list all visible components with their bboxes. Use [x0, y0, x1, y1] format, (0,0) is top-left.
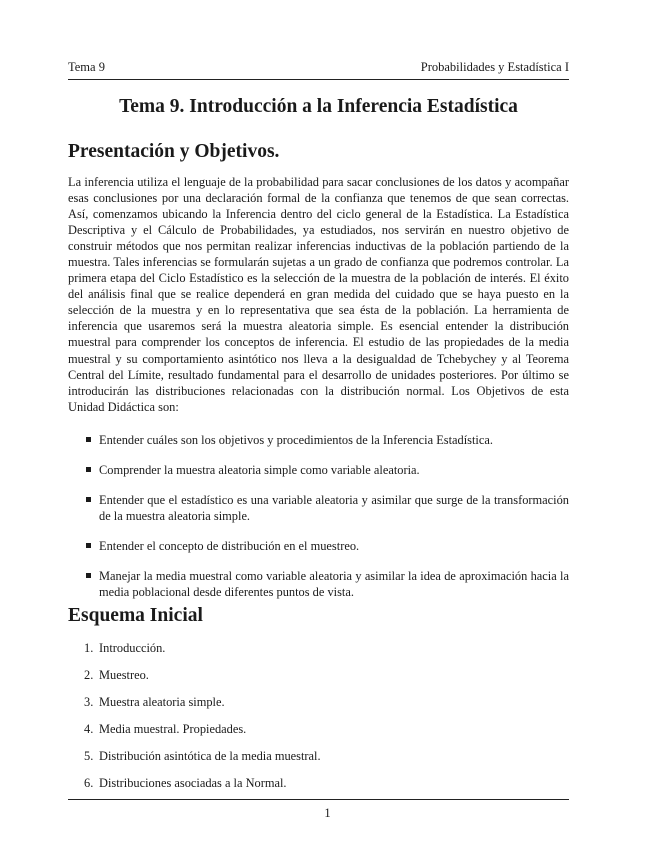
running-header [68, 60, 569, 75]
objective-item [86, 568, 569, 600]
schema-item [84, 694, 321, 710]
bullet-icon [86, 467, 91, 472]
objective-text: Manejar la media muestral como variable aleatoria y asimilar la idea de aproximación hacia la media poblacional desde diferentes puntos de vista. [99, 569, 569, 599]
schema-item-number: 3. [84, 695, 94, 709]
objective-item [86, 538, 569, 554]
bullet-icon [86, 573, 91, 578]
objectives-list [86, 432, 569, 614]
schema-item-text: Introducción. [99, 641, 166, 655]
bullet-icon [86, 543, 91, 548]
page-number: 1 [324, 806, 331, 820]
schema-item-text: Muestreo. [99, 668, 149, 682]
schema-list [84, 640, 321, 802]
bullet-icon [86, 497, 91, 502]
schema-item-text: Distribuciones asociadas a la Normal. [99, 776, 287, 790]
schema-item-text: Muestra aleatoria simple. [99, 695, 225, 709]
schema-item-number: 1. [84, 641, 94, 655]
section-title-schema: Esquema Inicial [68, 605, 203, 626]
objective-item [86, 462, 569, 478]
section-title-objectives: Presentación y Objetivos. [68, 141, 280, 162]
schema-item [84, 640, 321, 656]
header-rule [68, 79, 569, 80]
objective-text: Entender que el estadístico es una variable aleatoria y asimilar que surge de la transformación de la muestra aleatoria simple. [99, 493, 569, 523]
objective-item [86, 492, 569, 524]
objective-text: Entender el concepto de distribución en el muestreo. [99, 539, 360, 553]
schema-item [84, 748, 321, 764]
schema-item [84, 667, 321, 683]
schema-item-number: 4. [84, 722, 94, 736]
header-chapter: Tema 9 [68, 60, 105, 74]
intro-paragraph: La inferencia utiliza el lenguaje de la probabilidad para sacar conclusiones de los datos y acompañar esas conclusiones por una declaración formal de la confianza que tenemos de que sean correctas. Así, comenzamos ubicando la Inferencia dentro del ciclo general de la Estadística. La Estadística Descriptiva y el Cálculo de Probabilidades, ya estudiados, nos servirán en nuestro objetivo de construir métodos que nos permitan realizar inferencias inductivas de la población partiendo de la muestra. Tales inferencias se formularán sujetas a un grado de confianza que podremos controlar. La primera etapa del Ciclo Estadístico es la selección de la muestra de la población de interés. El éxito del análisis final que se realice dependerá en gran medida del cuidado que se haya puesto en la selección de la muestra y en lo representativa que sea ésta de la población. La herramienta de inferencia que usaremos será la muestra aleatoria simple. Es esencial entender la distribución muestral para comprender los conceptos de inferencia. El estudio de las propiedades de la media muestral y su comportamiento asintótico nos lleva a la desigualdad de Tchebychey y al Teorema Central del Límite, resultado fundamental para el desarrollo de unidades posteriores. Por último se introducirán las distribuciones relacionadas con la distribución normal. Los Objetivos de esta Unidad Didáctica son: [68, 175, 569, 414]
schema-item-text: Media muestral. Propiedades. [99, 722, 247, 736]
objective-text: Entender cuáles son los objetivos y procedimientos de la Inferencia Estadística. [99, 433, 493, 447]
bullet-icon [86, 437, 91, 442]
schema-item [84, 721, 321, 737]
schema-item-number: 2. [84, 668, 94, 682]
header-course: Probabilidades y Estadística I [420, 60, 569, 74]
footer-rule [68, 799, 569, 800]
schema-item-number: 6. [84, 776, 94, 790]
schema-item-text: Distribución asintótica de la media muestral. [99, 749, 321, 763]
document-title: Tema 9. Introducción a la Inferencia Estadística [119, 96, 518, 117]
objective-item [86, 432, 569, 448]
schema-item-number: 5. [84, 749, 94, 763]
schema-item [84, 775, 321, 791]
objective-text: Comprender la muestra aleatoria simple como variable aleatoria. [99, 463, 420, 477]
